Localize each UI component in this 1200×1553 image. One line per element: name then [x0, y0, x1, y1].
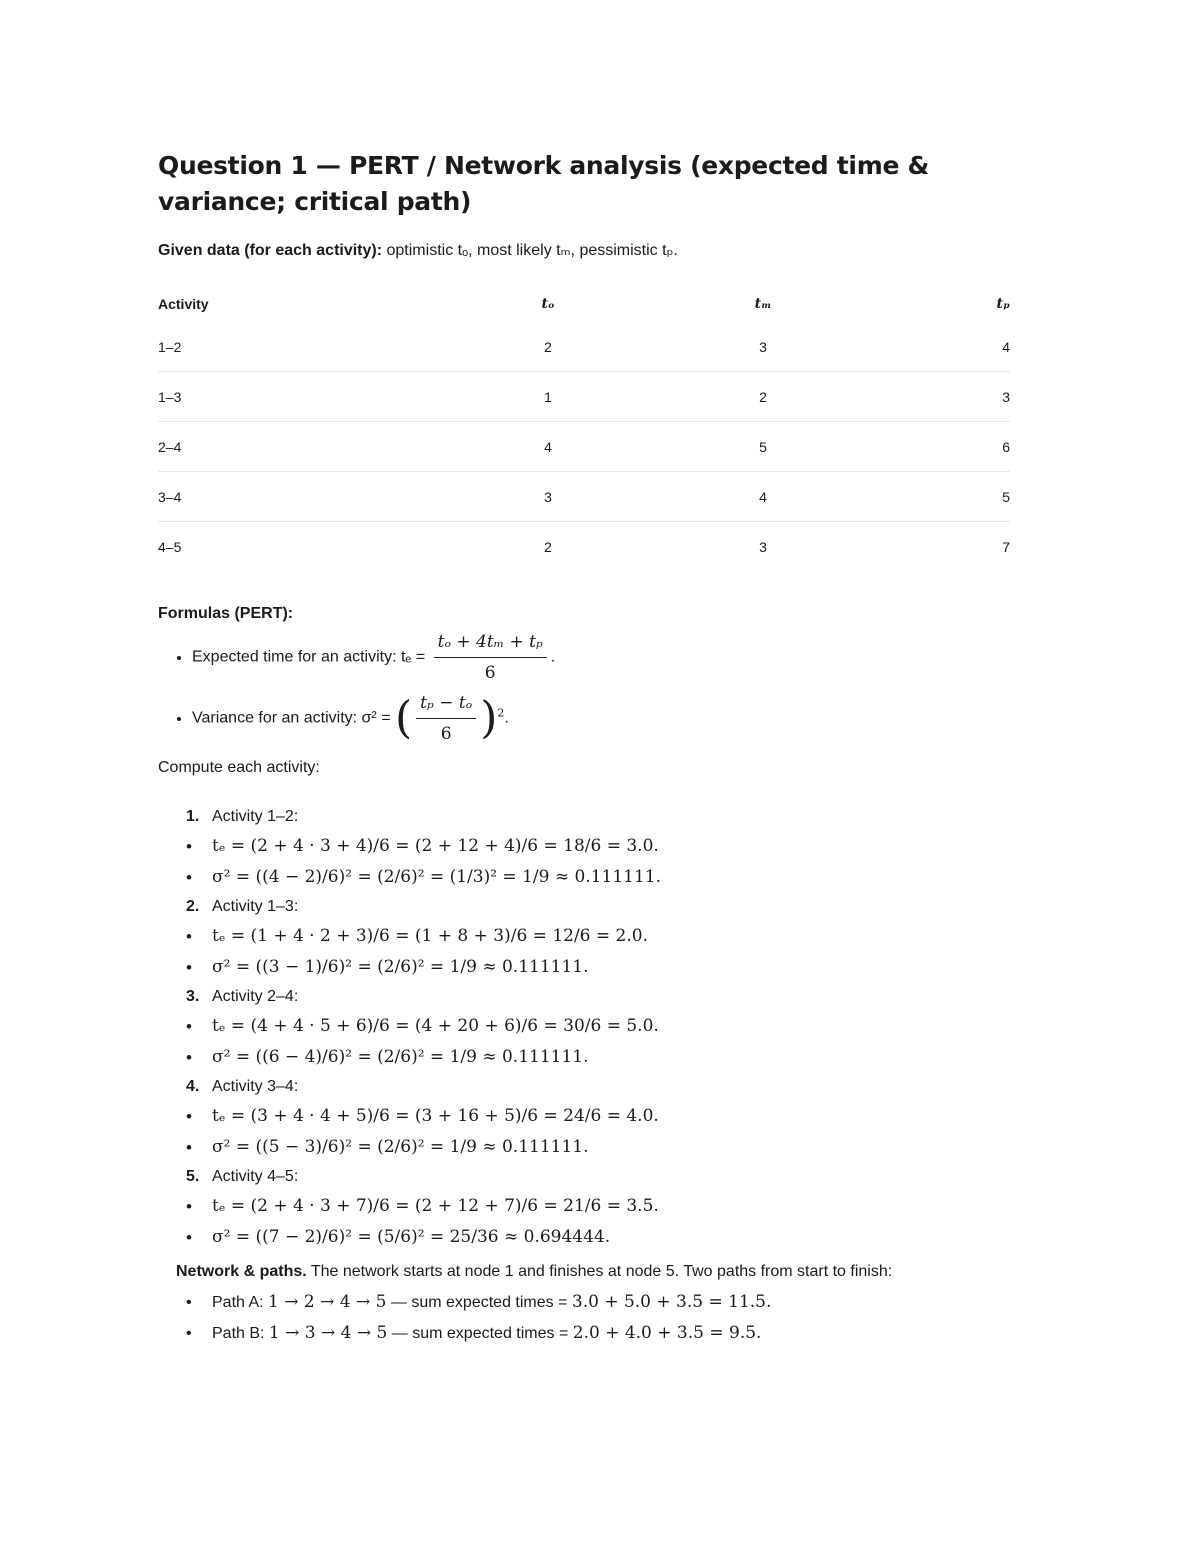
activity-heading	[186, 1073, 1010, 1101]
cell-tm: 4	[638, 472, 888, 522]
path-item	[212, 1318, 1010, 1349]
activity-label: Activity 3–4:	[212, 1078, 299, 1095]
activity-number: 4.	[186, 1078, 200, 1095]
cell-tp: 7	[1002, 538, 1010, 555]
activity-computations	[158, 803, 1010, 1253]
activity-heading	[186, 803, 1010, 831]
expected-time-calc: • tₑ = (2 + 4 · 3 + 4)/6 = (2 + 12 + 4)/6 = 18/6 = 3.0.	[212, 831, 1010, 862]
header-tm: tₘ	[754, 296, 772, 312]
cell-activity: 2–4	[158, 422, 458, 472]
cell-activity: 3–4	[158, 472, 458, 522]
activity-label: Activity 2–4:	[212, 988, 299, 1005]
cell-tp: 6	[888, 422, 1010, 472]
cell-to: 3	[458, 472, 638, 522]
given-data-label: Given data (for each activity):	[158, 242, 383, 259]
expected-time-calc: • tₑ = (2 + 4 · 3 + 7)/6 = (2 + 12 + 7)/6 = 21/6 = 3.5.	[212, 1191, 1010, 1222]
activity-heading	[186, 983, 1010, 1011]
activity-label: Activity 4–5:	[212, 1168, 299, 1185]
expected-time-calc: • tₑ = (4 + 4 · 5 + 6)/6 = (4 + 20 + 6)/6 = 30/6 = 5.0.	[212, 1011, 1010, 1042]
activity-number: 2.	[186, 898, 200, 915]
activity-heading	[186, 893, 1010, 921]
cell-tp: 4	[888, 322, 1010, 372]
page-title: Question 1 — PERT / Network analysis (expected time & variance; critical path)	[158, 151, 930, 216]
header-to: tₒ	[541, 296, 555, 312]
expected-time-label: Expected time for an activity: tₑ =	[192, 648, 426, 666]
compute-label: Compute each activity:	[158, 759, 320, 776]
variance-fraction	[416, 690, 476, 747]
activity-number: 3.	[186, 988, 200, 1005]
cell-tp: 5	[888, 472, 1010, 522]
expected-time-numerator: tₒ + 4tₘ + tₚ	[434, 629, 547, 658]
cell-tm: 3	[759, 538, 767, 555]
expected-time-fraction	[434, 629, 547, 686]
activity-number: 1.	[186, 808, 200, 825]
cell-activity: 1–2	[158, 322, 458, 372]
network-label: Network & paths.	[176, 1263, 307, 1280]
path-label: Path B:	[212, 1325, 269, 1342]
activity-label: Activity 1–2:	[212, 808, 299, 825]
header-tp: tₚ	[996, 296, 1010, 312]
path-item	[212, 1287, 1010, 1318]
cell-tm: 5	[638, 422, 888, 472]
table-header-row	[158, 286, 1010, 322]
cell-tp: 3	[888, 372, 1010, 422]
variance-calc: • σ² = ((6 − 4)/6)² = (2/6)² = 1/9 ≈ 0.111111.	[212, 1042, 1010, 1073]
activity-label: Activity 1–3:	[212, 898, 299, 915]
activity-number: 5.	[186, 1168, 200, 1185]
path-route: 1 → 3 → 4 → 5	[268, 1323, 388, 1343]
variance-formula: • Variance for an activity: σ² = ( $\frac{\text{tₚ − tₒ}}{6}$ )$^2$.	[192, 690, 1010, 747]
header-activity: Activity	[158, 296, 209, 312]
path-label: Path A:	[212, 1294, 269, 1311]
table-row	[158, 472, 1010, 522]
activity-heading	[186, 1163, 1010, 1191]
variance-label: Variance for an activity: σ² =	[192, 709, 391, 727]
path-sum-label: — sum expected times =	[387, 1325, 573, 1342]
activity-table	[158, 286, 1010, 571]
cell-to: 2	[458, 322, 638, 372]
variance-calc: • σ² = ((3 − 1)/6)² = (2/6)² = 1/9 ≈ 0.111111.	[212, 952, 1010, 983]
variance-calc: • σ² = ((5 − 3)/6)² = (2/6)² = 1/9 ≈ 0.111111.	[212, 1132, 1010, 1163]
given-data-text: optimistic tₒ, most likely tₘ, pessimistic tₚ.	[382, 242, 678, 259]
cell-to: 2	[544, 538, 552, 555]
document-page	[158, 148, 1010, 1349]
table-row	[158, 422, 1010, 472]
variance-calc: • σ² = ((7 − 2)/6)² = (5/6)² = 25/36 ≈ 0.694444.	[212, 1222, 1010, 1253]
path-sum: 3.0 + 5.0 + 3.5 = 11.5.	[571, 1292, 772, 1312]
square-exponent: 2	[497, 706, 505, 720]
network-text: The network starts at node 1 and finishes at node 5. Two paths from start to finish:	[306, 1263, 893, 1280]
path-route: 1 → 2 → 4 → 5	[268, 1292, 387, 1312]
network-paragraph	[176, 1263, 1010, 1281]
variance-calc: • σ² = ((4 − 2)/6)² = (2/6)² = (1/3)² = 1/9 ≈ 0.111111.	[212, 862, 1010, 893]
left-paren: (	[395, 692, 413, 744]
variance-denominator: 6	[440, 724, 452, 744]
cell-tm: 2	[638, 372, 888, 422]
expected-time-formula: • Expected time for an activity: tₑ = $\frac{\text{tₒ + 4tₘ + tₚ}}{6}$ .	[192, 629, 1010, 686]
cell-activity: 4–5	[158, 538, 182, 555]
table-row	[158, 322, 1010, 372]
expected-time-denominator: 6	[484, 663, 496, 683]
table-row	[158, 372, 1010, 422]
table-row	[158, 522, 1010, 572]
cell-activity: 1–3	[158, 372, 458, 422]
cell-to: 1	[458, 372, 638, 422]
variance-numerator: tₚ − tₒ	[416, 690, 476, 719]
given-data-line	[158, 240, 1010, 262]
cell-tm: 3	[638, 322, 888, 372]
cell-to: 4	[458, 422, 638, 472]
path-sum: 2.0 + 4.0 + 3.5 = 9.5.	[572, 1323, 762, 1343]
right-paren: )	[480, 692, 498, 744]
formulas-list	[158, 629, 1010, 747]
formulas-heading: Formulas (PERT):	[158, 605, 294, 622]
paths-list	[158, 1287, 1010, 1349]
expected-time-calc: • tₑ = (1 + 4 · 2 + 3)/6 = (1 + 8 + 3)/6 = 12/6 = 2.0.	[212, 921, 1010, 952]
path-sum-label: — sum expected times =	[386, 1294, 572, 1311]
expected-time-calc: • tₑ = (3 + 4 · 4 + 5)/6 = (3 + 16 + 5)/6 = 24/6 = 4.0.	[212, 1101, 1010, 1132]
